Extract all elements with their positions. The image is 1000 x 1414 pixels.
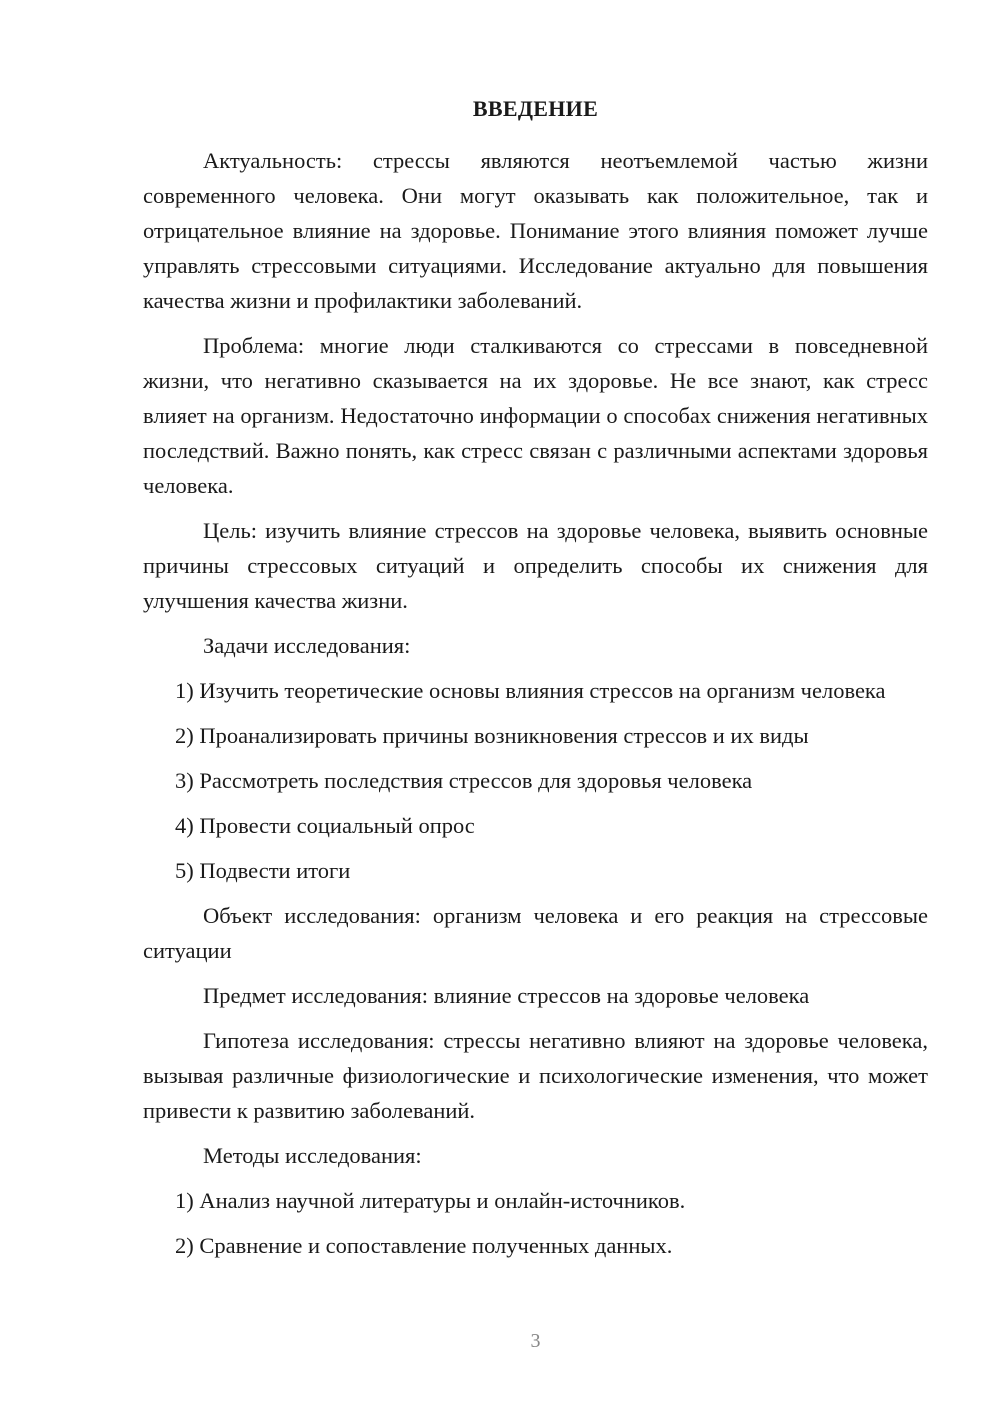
methods-heading: Методы исследования: [203,1143,422,1168]
task-item: 3) Рассмотреть последствия стрессов для здоровья человека [175,768,753,793]
method-item: 2) Сравнение и сопоставление полученных данных. [175,1233,673,1258]
task-item: 1) Изучить теоретические основы влияния стрессов на организм человека [175,678,886,703]
problem-paragraph: Проблема: многие люди сталкиваются со стрессами в повседневной жизни, что негативно сказывается на их здоровье. Не все знают, как стресс влияет на организм. Недостаточно информации о способах снижения негативных последствий. Важно понять, как стресс связан с различными аспектами здоровья человека. [143,333,928,498]
relevance-paragraph: Актуальность: стрессы являются неотъемлемой частью жизни современного человека. Они могут оказывать как положительное, так и отрицательное влияние на здоровье. Понимание этого влияния поможет лучше управлять стрессовыми ситуациями. Исследование актуально для повышения качества жизни и профилактики заболеваний. [143,148,928,313]
hypothesis-paragraph: Гипотеза исследования: стрессы негативно влияют на здоровье человека, вызывая различные физиологические и психологические изменения, что может привести к развитию заболеваний. [143,1028,928,1123]
task-item: 5) Подвести итоги [175,858,351,883]
page-number: 3 [530,1330,541,1352]
task-item: 4) Провести социальный опрос [175,813,475,838]
task-item: 2) Проанализировать причины возникновения стрессов и их виды [175,723,809,748]
document-body [143,143,928,1273]
tasks-heading: Задачи исследования: [203,633,411,658]
subject-paragraph: Предмет исследования: влияние стрессов на здоровье человека [203,983,810,1008]
page-title: ВВЕДЕНИЕ [472,96,599,121]
goal-paragraph: Цель: изучить влияние стрессов на здоровье человека, выявить основные причины стрессовых ситуаций и определить способы их снижения для улучшения качества жизни. [143,518,928,613]
method-item: 1) Анализ научной литературы и онлайн-источников. [175,1188,686,1213]
object-paragraph: Объект исследования: организм человека и его реакция на стрессовые ситуации [143,903,928,963]
